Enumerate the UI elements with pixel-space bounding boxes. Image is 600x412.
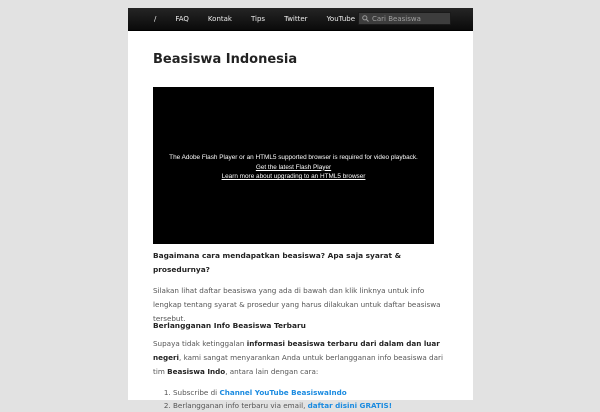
search-box[interactable] xyxy=(358,12,451,25)
main-content xyxy=(153,52,453,410)
nav-menu xyxy=(128,8,374,30)
youtube-channel-link[interactable]: Channel YouTube BeasiswaIndo xyxy=(219,388,347,397)
subscribe-bold-1: informasi beasiswa terbaru dari dalam dan luar negeri xyxy=(153,339,440,362)
video-message xyxy=(153,153,434,182)
subscribe-text-1: Supaya tidak ketinggalan xyxy=(153,339,247,348)
subscribe-heading: Berlangganan Info Beasiswa Terbaru xyxy=(153,321,306,330)
nav-item-twitter[interactable]: Twitter xyxy=(284,15,308,23)
nav-item-home[interactable]: / xyxy=(154,15,157,23)
nav-item-tips[interactable]: Tips xyxy=(250,15,266,23)
list-item-text: Subscribe di xyxy=(173,388,220,397)
list-item-text: Berlangganan info terbaru via email, xyxy=(173,401,308,410)
nav-item-youtube[interactable]: YouTube xyxy=(326,15,356,23)
list-item xyxy=(173,386,463,399)
subscribe-bold-2: Beasiswa Indo xyxy=(167,367,226,376)
list-item xyxy=(173,399,463,412)
search-icon xyxy=(362,15,369,22)
page-container xyxy=(128,8,473,410)
question-heading: Bagaimana cara mendapatkan beasiswa? Apa saja syarat & prosedurnya? xyxy=(153,251,402,274)
subscribe-text-3: , antara lain dengan cara: xyxy=(225,367,319,376)
subscribe-text-2: , kami sangat menyarankan Anda untuk berlangganan info beasiswa dari tim xyxy=(153,353,443,376)
search-input[interactable] xyxy=(369,13,450,24)
subscribe-paragraph xyxy=(153,337,443,379)
intro-paragraph: Silakan lihat daftar beasiswa yang ada di bawah dan klik linknya untuk info lengkap tentang syarat & prosedur yang harus dilakukan untuk daftar beasiswa tersebut. xyxy=(153,286,441,323)
html5-browser-link[interactable]: Learn more about upgrading to an HTML5 browser xyxy=(221,173,366,180)
flash-player-link[interactable]: Get the latest Flash Player xyxy=(255,163,332,171)
video-player[interactable] xyxy=(153,87,434,244)
register-email-link[interactable]: daftar disini GRATIS! xyxy=(307,401,393,410)
nav-item-kontak[interactable]: Kontak xyxy=(207,15,232,23)
subscribe-list xyxy=(161,386,463,412)
video-message-text: The Adobe Flash Player or an HTML5 supported browser is required for video playback. xyxy=(169,154,418,161)
nav-item-faq[interactable]: FAQ xyxy=(175,15,189,23)
top-navbar xyxy=(128,8,473,31)
page-title: Beasiswa Indonesia xyxy=(153,52,298,67)
